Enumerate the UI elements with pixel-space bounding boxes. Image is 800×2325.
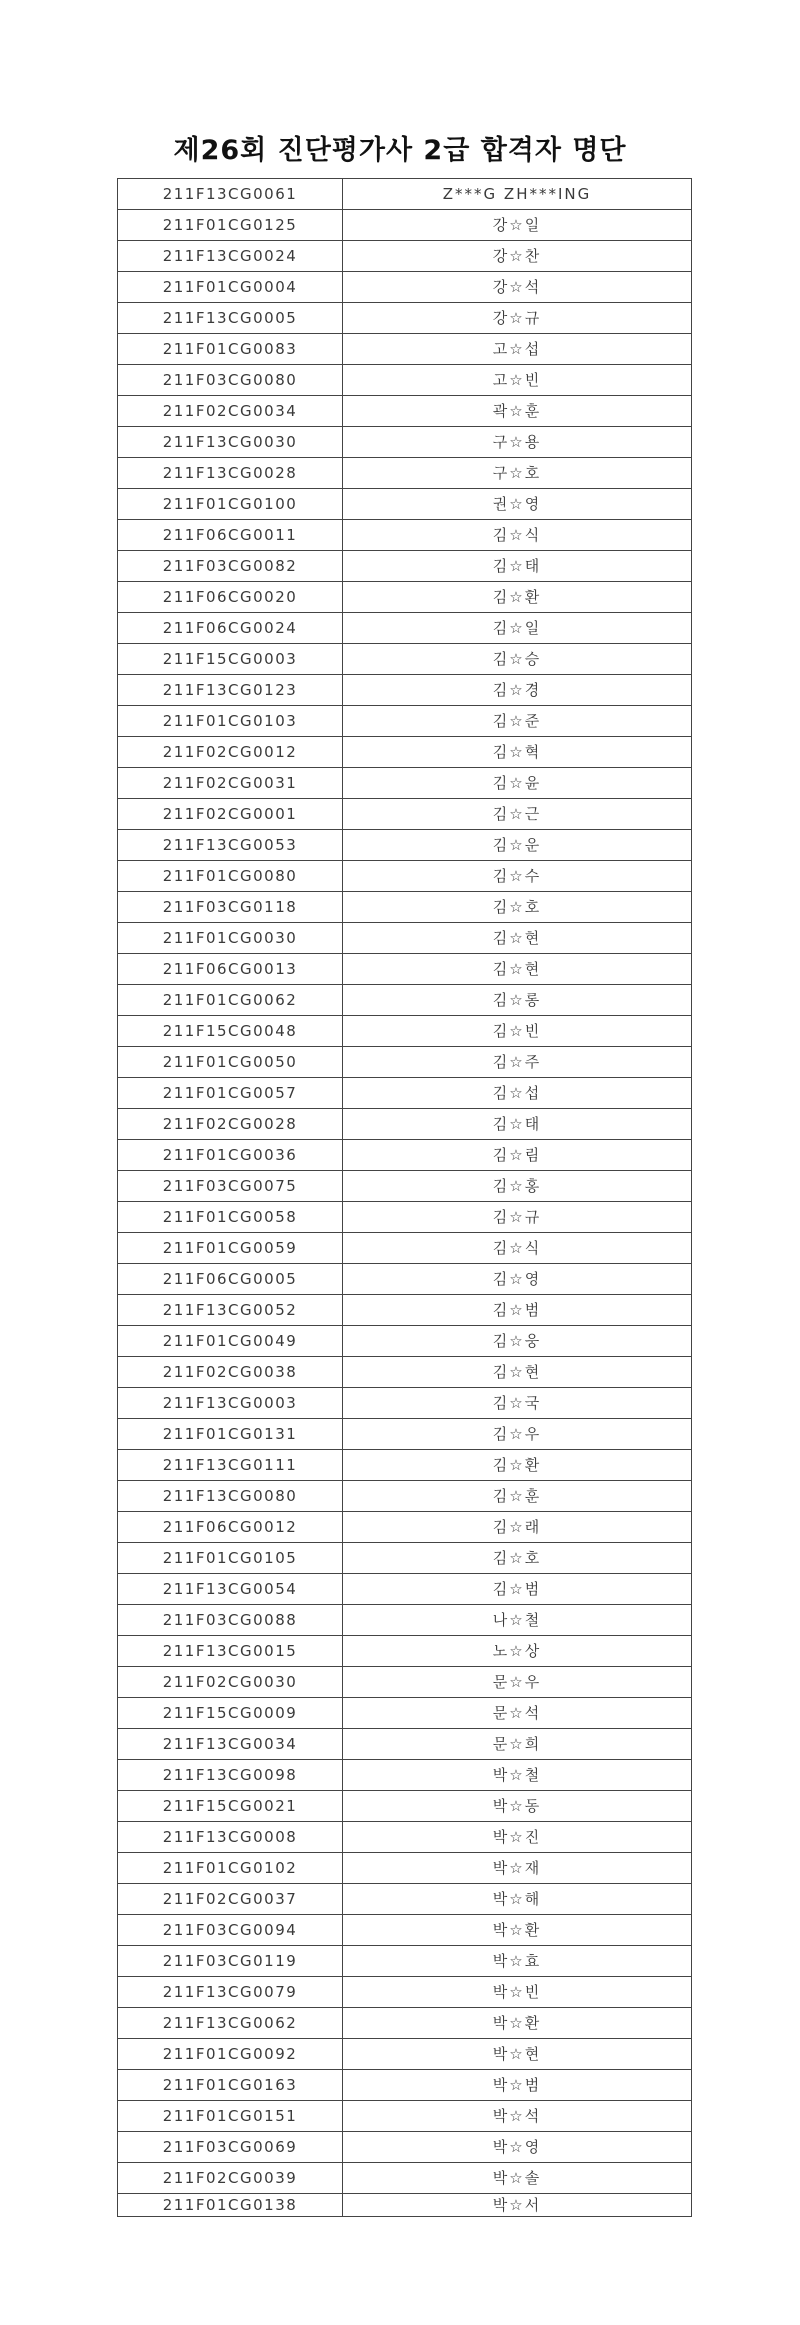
- table-row: [118, 1233, 692, 1264]
- exam-number-cell: 211F03CG0088: [118, 1605, 343, 1636]
- exam-number-cell: 211F01CG0057: [118, 1078, 343, 1109]
- table-row: [118, 613, 692, 644]
- passer-name-cell: 박☆효: [343, 1946, 692, 1977]
- passer-name-cell: 김☆주: [343, 1047, 692, 1078]
- table-row: [118, 1450, 692, 1481]
- exam-number-cell: 211F02CG0031: [118, 768, 343, 799]
- table-row: [118, 799, 692, 830]
- table-row: [118, 1884, 692, 1915]
- passer-name-cell: 강☆규: [343, 303, 692, 334]
- passer-name-cell: 김☆현: [343, 1357, 692, 1388]
- passer-name-cell: 김☆현: [343, 923, 692, 954]
- passer-name-cell: 김☆근: [343, 799, 692, 830]
- passer-name-cell: 김☆섭: [343, 1078, 692, 1109]
- table-row: [118, 1791, 692, 1822]
- table-row: [118, 1729, 692, 1760]
- exam-number-cell: 211F02CG0034: [118, 396, 343, 427]
- table-row: [118, 1481, 692, 1512]
- exam-number-cell: 211F13CG0054: [118, 1574, 343, 1605]
- passer-name-cell: 박☆환: [343, 2008, 692, 2039]
- passer-name-cell: 김☆태: [343, 1109, 692, 1140]
- exam-number-cell: 211F01CG0100: [118, 489, 343, 520]
- exam-number-cell: 211F01CG0030: [118, 923, 343, 954]
- passer-name-cell: 김☆일: [343, 613, 692, 644]
- passer-name-cell: 나☆철: [343, 1605, 692, 1636]
- exam-number-cell: 211F13CG0080: [118, 1481, 343, 1512]
- passer-name-cell: 박☆범: [343, 2070, 692, 2101]
- exam-number-cell: 211F13CG0123: [118, 675, 343, 706]
- table-row: [118, 1946, 692, 1977]
- table-row: [118, 1977, 692, 2008]
- passer-name-cell: 김☆범: [343, 1574, 692, 1605]
- exam-number-cell: 211F13CG0015: [118, 1636, 343, 1667]
- exam-number-cell: 211F06CG0013: [118, 954, 343, 985]
- passer-name-cell: 박☆철: [343, 1760, 692, 1791]
- exam-number-cell: 211F13CG0034: [118, 1729, 343, 1760]
- passer-name-cell: 김☆환: [343, 582, 692, 613]
- table-row: [118, 1326, 692, 1357]
- passer-name-cell: 김☆혁: [343, 737, 692, 768]
- table-row: [118, 2070, 692, 2101]
- passer-name-cell: 박☆환: [343, 1915, 692, 1946]
- table-row: [118, 210, 692, 241]
- exam-number-cell: 211F01CG0125: [118, 210, 343, 241]
- passer-name-cell: 곽☆훈: [343, 396, 692, 427]
- exam-number-cell: 211F01CG0105: [118, 1543, 343, 1574]
- exam-number-cell: 211F03CG0094: [118, 1915, 343, 1946]
- table-row: [118, 1853, 692, 1884]
- passer-name-cell: 강☆석: [343, 272, 692, 303]
- table-row: [118, 644, 692, 675]
- exam-number-cell: 211F01CG0059: [118, 1233, 343, 1264]
- table-row: [118, 954, 692, 985]
- passer-table-body: [118, 179, 692, 2217]
- table-row: [118, 334, 692, 365]
- passer-name-cell: 노☆상: [343, 1636, 692, 1667]
- exam-number-cell: 211F06CG0020: [118, 582, 343, 613]
- exam-number-cell: 211F06CG0012: [118, 1512, 343, 1543]
- passer-name-cell: 김☆태: [343, 551, 692, 582]
- passer-name-cell: 박☆해: [343, 1884, 692, 1915]
- passer-name-cell: 김☆윤: [343, 768, 692, 799]
- exam-number-cell: 211F13CG0005: [118, 303, 343, 334]
- exam-number-cell: 211F15CG0021: [118, 1791, 343, 1822]
- exam-number-cell: 211F01CG0102: [118, 1853, 343, 1884]
- table-row: [118, 985, 692, 1016]
- passer-name-cell: 고☆섭: [343, 334, 692, 365]
- exam-number-cell: 211F01CG0138: [118, 2194, 343, 2217]
- table-row: [118, 861, 692, 892]
- exam-number-cell: 211F01CG0036: [118, 1140, 343, 1171]
- table-row: [118, 1264, 692, 1295]
- exam-number-cell: 211F15CG0009: [118, 1698, 343, 1729]
- exam-number-cell: 211F13CG0098: [118, 1760, 343, 1791]
- exam-number-cell: 211F13CG0111: [118, 1450, 343, 1481]
- exam-number-cell: 211F02CG0030: [118, 1667, 343, 1698]
- passer-name-cell: 김☆식: [343, 520, 692, 551]
- table-row: [118, 241, 692, 272]
- passer-name-cell: 김☆영: [343, 1264, 692, 1295]
- table-row: [118, 675, 692, 706]
- passer-name-cell: 박☆빈: [343, 1977, 692, 2008]
- exam-number-cell: 211F02CG0037: [118, 1884, 343, 1915]
- table-row: [118, 365, 692, 396]
- exam-number-cell: 211F01CG0062: [118, 985, 343, 1016]
- passer-name-cell: 김☆훈: [343, 1481, 692, 1512]
- table-row: [118, 1822, 692, 1853]
- page-title: 제26회 진단평가사 2급 합격자 명단: [173, 135, 627, 166]
- passer-name-cell: 김☆규: [343, 1202, 692, 1233]
- table-row: [118, 2132, 692, 2163]
- table-row: [118, 396, 692, 427]
- exam-number-cell: 211F06CG0024: [118, 613, 343, 644]
- exam-number-cell: 211F03CG0069: [118, 2132, 343, 2163]
- table-row: [118, 1543, 692, 1574]
- table-row: [118, 1574, 692, 1605]
- exam-number-cell: 211F01CG0131: [118, 1419, 343, 1450]
- passer-name-cell: 김☆국: [343, 1388, 692, 1419]
- passer-name-cell: 박☆진: [343, 1822, 692, 1853]
- passer-name-cell: 김☆우: [343, 1419, 692, 1450]
- table-row: [118, 1295, 692, 1326]
- exam-number-cell: 211F13CG0030: [118, 427, 343, 458]
- exam-number-cell: 211F01CG0103: [118, 706, 343, 737]
- passer-name-cell: 구☆호: [343, 458, 692, 489]
- exam-number-cell: 211F13CG0003: [118, 1388, 343, 1419]
- exam-number-cell: 211F13CG0024: [118, 241, 343, 272]
- exam-number-cell: 211F15CG0003: [118, 644, 343, 675]
- passer-name-cell: 박☆재: [343, 1853, 692, 1884]
- table-row: [118, 1016, 692, 1047]
- exam-number-cell: 211F01CG0049: [118, 1326, 343, 1357]
- table-row: [118, 1171, 692, 1202]
- exam-number-cell: 211F01CG0004: [118, 272, 343, 303]
- passer-name-cell: 박☆솔: [343, 2163, 692, 2194]
- passer-name-cell: 김☆식: [343, 1233, 692, 1264]
- passer-name-cell: 박☆영: [343, 2132, 692, 2163]
- passer-name-cell: 김☆수: [343, 861, 692, 892]
- passer-name-cell: 김☆현: [343, 954, 692, 985]
- table-row: [118, 706, 692, 737]
- table-row: [118, 458, 692, 489]
- exam-number-cell: 211F03CG0075: [118, 1171, 343, 1202]
- passer-name-cell: 구☆용: [343, 427, 692, 458]
- table-row: [118, 1636, 692, 1667]
- table-row: [118, 427, 692, 458]
- passer-name-cell: 박☆동: [343, 1791, 692, 1822]
- exam-number-cell: 211F02CG0028: [118, 1109, 343, 1140]
- table-row: [118, 272, 692, 303]
- table-row: [118, 2163, 692, 2194]
- table-row: [118, 1078, 692, 1109]
- passer-name-cell: 박☆현: [343, 2039, 692, 2070]
- passer-name-cell: 문☆희: [343, 1729, 692, 1760]
- table-row: [118, 520, 692, 551]
- exam-number-cell: 211F01CG0083: [118, 334, 343, 365]
- table-row: [118, 1357, 692, 1388]
- passer-name-cell: 김☆환: [343, 1450, 692, 1481]
- passer-table: [117, 178, 692, 2217]
- passer-name-cell: 김☆래: [343, 1512, 692, 1543]
- exam-number-cell: 211F01CG0058: [118, 1202, 343, 1233]
- table-row: [118, 1915, 692, 1946]
- table-row: [118, 768, 692, 799]
- table-row: [118, 892, 692, 923]
- passer-name-cell: 고☆빈: [343, 365, 692, 396]
- exam-number-cell: 211F02CG0039: [118, 2163, 343, 2194]
- passer-name-cell: Z***G ZH***ING: [343, 179, 692, 210]
- passer-name-cell: 김☆준: [343, 706, 692, 737]
- exam-number-cell: 211F13CG0028: [118, 458, 343, 489]
- table-row: [118, 179, 692, 210]
- table-row: [118, 1140, 692, 1171]
- table-row: [118, 1388, 692, 1419]
- exam-number-cell: 211F13CG0052: [118, 1295, 343, 1326]
- table-row: [118, 1667, 692, 1698]
- table-row: [118, 2101, 692, 2132]
- exam-number-cell: 211F13CG0079: [118, 1977, 343, 2008]
- exam-number-cell: 211F13CG0061: [118, 179, 343, 210]
- table-row: [118, 1760, 692, 1791]
- passer-name-cell: 김☆홍: [343, 1171, 692, 1202]
- table-row: [118, 1202, 692, 1233]
- exam-number-cell: 211F01CG0080: [118, 861, 343, 892]
- passer-name-cell: 김☆롱: [343, 985, 692, 1016]
- table-row: [118, 489, 692, 520]
- passer-name-cell: 문☆우: [343, 1667, 692, 1698]
- passer-name-cell: 강☆찬: [343, 241, 692, 272]
- passer-name-cell: 박☆서: [343, 2194, 692, 2217]
- passer-name-cell: 김☆호: [343, 1543, 692, 1574]
- passer-name-cell: 문☆석: [343, 1698, 692, 1729]
- exam-number-cell: 211F06CG0011: [118, 520, 343, 551]
- exam-number-cell: 211F06CG0005: [118, 1264, 343, 1295]
- passer-name-cell: 권☆영: [343, 489, 692, 520]
- exam-number-cell: 211F01CG0050: [118, 1047, 343, 1078]
- exam-number-cell: 211F02CG0038: [118, 1357, 343, 1388]
- table-row: [118, 1109, 692, 1140]
- exam-number-cell: 211F03CG0080: [118, 365, 343, 396]
- exam-number-cell: 211F13CG0062: [118, 2008, 343, 2039]
- exam-number-cell: 211F01CG0163: [118, 2070, 343, 2101]
- table-row: [118, 737, 692, 768]
- table-row: [118, 2008, 692, 2039]
- passer-name-cell: 김☆림: [343, 1140, 692, 1171]
- exam-number-cell: 211F03CG0082: [118, 551, 343, 582]
- exam-number-cell: 211F03CG0119: [118, 1946, 343, 1977]
- exam-number-cell: 211F13CG0053: [118, 830, 343, 861]
- exam-number-cell: 211F01CG0151: [118, 2101, 343, 2132]
- table-row: [118, 551, 692, 582]
- exam-number-cell: 211F03CG0118: [118, 892, 343, 923]
- exam-number-cell: 211F01CG0092: [118, 2039, 343, 2070]
- passer-name-cell: 김☆빈: [343, 1016, 692, 1047]
- exam-number-cell: 211F13CG0008: [118, 1822, 343, 1853]
- passer-name-cell: 김☆범: [343, 1295, 692, 1326]
- passer-name-cell: 김☆호: [343, 892, 692, 923]
- table-row: [118, 1047, 692, 1078]
- table-row: [118, 582, 692, 613]
- passer-name-cell: 박☆석: [343, 2101, 692, 2132]
- table-row: [118, 923, 692, 954]
- table-row: [118, 1512, 692, 1543]
- exam-number-cell: 211F02CG0012: [118, 737, 343, 768]
- table-row: [118, 2039, 692, 2070]
- table-row: [118, 303, 692, 334]
- table-row: [118, 1419, 692, 1450]
- passer-name-cell: 강☆일: [343, 210, 692, 241]
- table-row: [118, 1698, 692, 1729]
- passer-name-cell: 김☆웅: [343, 1326, 692, 1357]
- exam-number-cell: 211F15CG0048: [118, 1016, 343, 1047]
- table-row: [118, 1605, 692, 1636]
- passer-name-cell: 김☆운: [343, 830, 692, 861]
- exam-number-cell: 211F02CG0001: [118, 799, 343, 830]
- passer-name-cell: 김☆승: [343, 644, 692, 675]
- table-row: [118, 830, 692, 861]
- table-row: [118, 2194, 692, 2217]
- passer-name-cell: 김☆경: [343, 675, 692, 706]
